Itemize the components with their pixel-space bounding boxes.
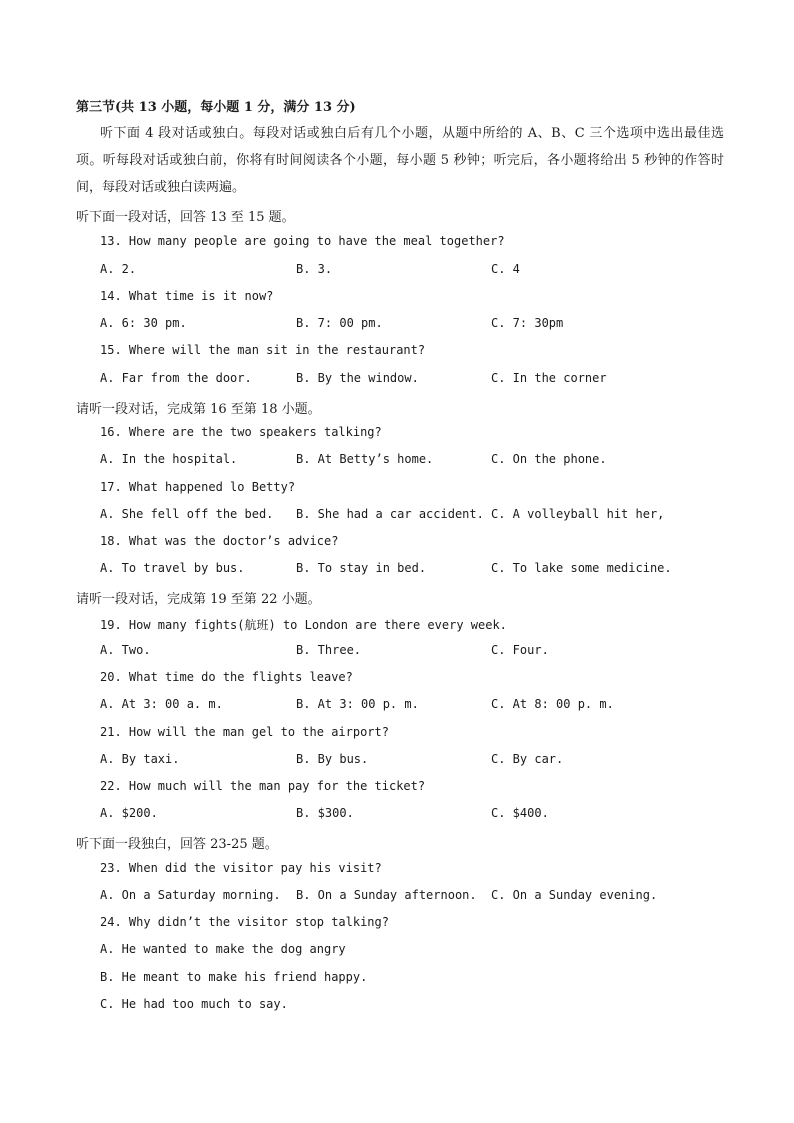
question-22: 22. How much will the man pay for the ticket? (100, 779, 426, 793)
option-b: B. 3. (296, 262, 333, 276)
section-instructions: 听下面 4 段对话或独白。每段对话或独白后有几个小题，从题中所给的 A、B、C 三个选项中选出最佳选项。听每段对话或独白前，你将有时间阅读各个小题，每小题 5 秒钟；听完后，各小题将给出 5 秒钟的作答时间，每段对话或独白读两遍。 (76, 126, 724, 195)
option-b: B. At Betty’s home. (296, 452, 434, 466)
option-b: B. On a Sunday afternoon. (296, 888, 477, 902)
option-c: C. A volleyball hit her, (491, 507, 665, 521)
question-15: 15. Where will the man sit in the restaurant? (100, 343, 426, 357)
option-a: A. In the hospital. (100, 452, 238, 466)
option-a: A. She fell off the bed. (100, 507, 274, 521)
option-a: A. Far from the door. (100, 371, 252, 385)
question-17: 17. What happened lo Betty? (100, 480, 296, 494)
option-b: B. Three. (296, 643, 362, 657)
option-b: B. 7: 00 pm. (296, 316, 383, 330)
question-19: 19. How many fights(航班) to London are there every week. (100, 618, 507, 632)
question-18: 18. What was the doctor’s advice? (100, 534, 339, 548)
option-c: C. To lake some medicine. (491, 561, 672, 575)
option-c: C. 7: 30pm (491, 316, 564, 330)
option-a: A. To travel by bus. (100, 561, 245, 575)
option-b: B. She had a car accident. (296, 507, 484, 521)
option-b: B. By bus. (296, 752, 369, 766)
question-14: 14. What time is it now? (100, 289, 274, 303)
option-c: C. In the corner (491, 371, 607, 385)
option-a: A. By taxi. (100, 752, 180, 766)
question-23: 23. When did the visitor pay his visit? (100, 861, 382, 875)
option-b: B. To stay in bed. (296, 561, 427, 575)
option-b: B. $300. (296, 806, 354, 820)
option-c: C. On the phone. (491, 452, 607, 466)
option-c: C. 4 (491, 262, 520, 276)
option-c: C. $400. (491, 806, 549, 820)
option-a: A. He wanted to make the dog angry (100, 942, 346, 956)
question-24: 24. Why didn’t the visitor stop talking? (100, 915, 389, 929)
option-c: C. At 8: 00 p. m. (491, 697, 614, 711)
option-a: A. 6: 30 pm. (100, 316, 187, 330)
section-heading: 第三节(共 13 小题，每小题 1 分，满分 13 分) (76, 100, 356, 115)
option-a: A. On a Saturday morning. (100, 888, 281, 902)
question-13: 13. How many people are going to have the meal together? (100, 234, 505, 248)
option-a: A. 2. (100, 262, 137, 276)
question-20: 20. What time do the flights leave? (100, 670, 353, 684)
section-intro: 听下面一段对话，回答 13 至 15 题。 (76, 210, 295, 225)
section-intro: 请听一段对话，完成第 16 至第 18 小题。 (76, 402, 321, 417)
option-b: B. At 3: 00 p. m. (296, 697, 419, 711)
option-b: B. He meant to make his friend happy. (100, 970, 368, 984)
section-intro: 听下面一段独白，回答 23-25 题。 (76, 837, 278, 852)
question-16: 16. Where are the two speakers talking? (100, 425, 382, 439)
option-c: C. By car. (491, 752, 564, 766)
option-c: C. He had too much to say. (100, 997, 288, 1011)
option-a: A. $200. (100, 806, 158, 820)
option-a: A. Two. (100, 643, 151, 657)
option-c: C. Four. (491, 643, 549, 657)
section-intro: 请听一段对话，完成第 19 至第 22 小题。 (76, 592, 321, 607)
option-b: B. By the window. (296, 371, 419, 385)
option-c: C. On a Sunday evening. (491, 888, 658, 902)
option-a: A. At 3: 00 a. m. (100, 697, 223, 711)
question-21: 21. How will the man gel to the airport? (100, 725, 389, 739)
